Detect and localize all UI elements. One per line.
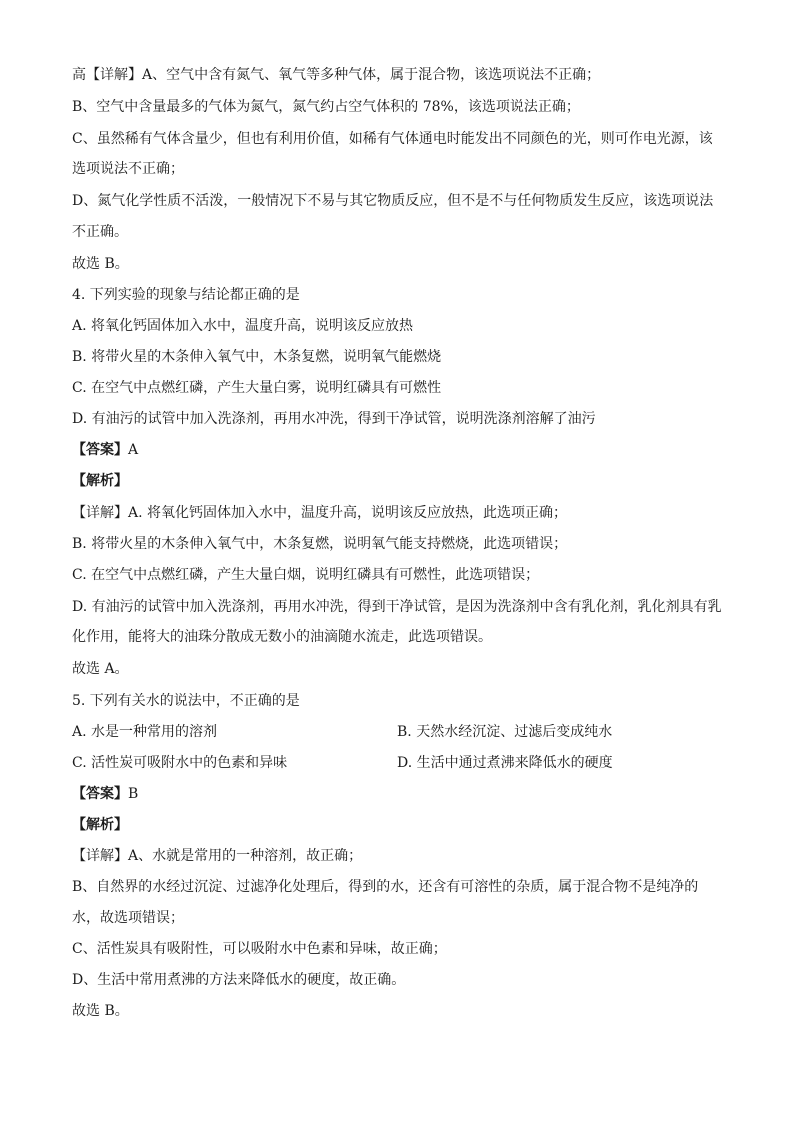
answer-tag: 【答案】: [72, 442, 128, 458]
detail-line: D、生活中常用煮沸的方法来降低水的硬度，故正确。: [72, 972, 406, 988]
detail-line: 化作用，能将大的油珠分散成无数小的油滴随水流走，此选项错误。: [72, 629, 492, 645]
answer-value: B: [128, 786, 139, 802]
answer-5: [72, 785, 138, 803]
detail-line: B、自然界的水经过沉淀、过滤净化处理后，得到的水，还含有可溶性的杂质，属于混合物不是纯净的: [72, 879, 699, 895]
text-line: 选项说法不正确；: [72, 161, 184, 177]
text-line: 不正确。: [72, 224, 128, 240]
answer-value: A: [128, 442, 139, 458]
text-line: 高【详解】A、空气中含有氮气、氧气等多种气体，属于混合物，该选项说法不正确；: [72, 67, 601, 83]
detail-line: C. 在空气中点燃红磷，产生大量白烟，说明红磷具有可燃性，此选项错误；: [72, 567, 540, 583]
question-4-option-c: C. 在空气中点燃红磷，产生大量白雾，说明红磷具有可燃性: [72, 380, 442, 396]
detail-line: C、活性炭具有吸附性，可以吸附水中色素和异味，故正确；: [72, 941, 447, 957]
detail-line: 【详解】A、水就是常用的一种溶剂，故正确；: [72, 848, 363, 864]
question-5-option-a: A. 水是一种常用的溶剂: [72, 724, 218, 740]
conclusion-line: 故选 B。: [72, 1003, 129, 1019]
analysis-5-tag: 【解析】: [72, 817, 128, 833]
detail-line: 水，故选项错误；: [72, 910, 184, 926]
question-4-option-a: A. 将氧化钙固体加入水中，温度升高，说明该反应放热: [72, 318, 414, 334]
question-4-option-d: D. 有油污的试管中加入洗涤剂，再用水冲洗，得到干净试管，说明洗涤剂溶解了油污: [72, 411, 596, 427]
detail-line: 【详解】A. 将氧化钙固体加入水中，温度升高，说明该反应放热，此选项正确；: [72, 505, 568, 521]
conclusion-line: 故选 B。: [72, 256, 129, 272]
question-5-stem: 5. 下列有关水的说法中，不正确的是: [72, 693, 300, 709]
text-line: B、空气中含量最多的气体为氮气，氮气约占空气体积的 78%，该选项说法正确；: [72, 99, 580, 115]
text-line: C、虽然稀有气体含量少，但也有利用价值，如稀有气体通电时能发出不同颜色的光，则可作电光源，该: [72, 131, 713, 147]
text-line: D、氮气化学性质不活泼，一般情况下不易与其它物质反应，但不是不与任何物质发生反应，该选项说法: [72, 193, 714, 209]
answer-tag: 【答案】: [72, 786, 128, 802]
detail-line: B. 将带火星的木条伸入氧气中，木条复燃，说明氧气能支持燃烧，此选项错误；: [72, 536, 568, 552]
question-5-option-d: D. 生活中通过煮沸来降低水的硬度: [397, 755, 613, 771]
question-5-option-c: C. 活性炭可吸附水中的色素和异味: [72, 755, 288, 771]
answer-4: [72, 441, 138, 459]
question-4-option-b: B. 将带火星的木条伸入氧气中，木条复燃，说明氧气能燃烧: [72, 349, 442, 365]
conclusion-line: 故选 A。: [72, 661, 129, 677]
detail-line: D. 有油污的试管中加入洗涤剂，再用水冲洗，得到干净试管，是因为洗涤剂中含有乳化剂，乳化剂具有乳: [72, 599, 722, 615]
question-5-option-b: B. 天然水经沉淀、过滤后变成纯水: [397, 724, 613, 740]
analysis-4-tag: 【解析】: [72, 473, 128, 489]
question-4-stem: 4. 下列实验的现象与结论都正确的是: [72, 287, 300, 303]
